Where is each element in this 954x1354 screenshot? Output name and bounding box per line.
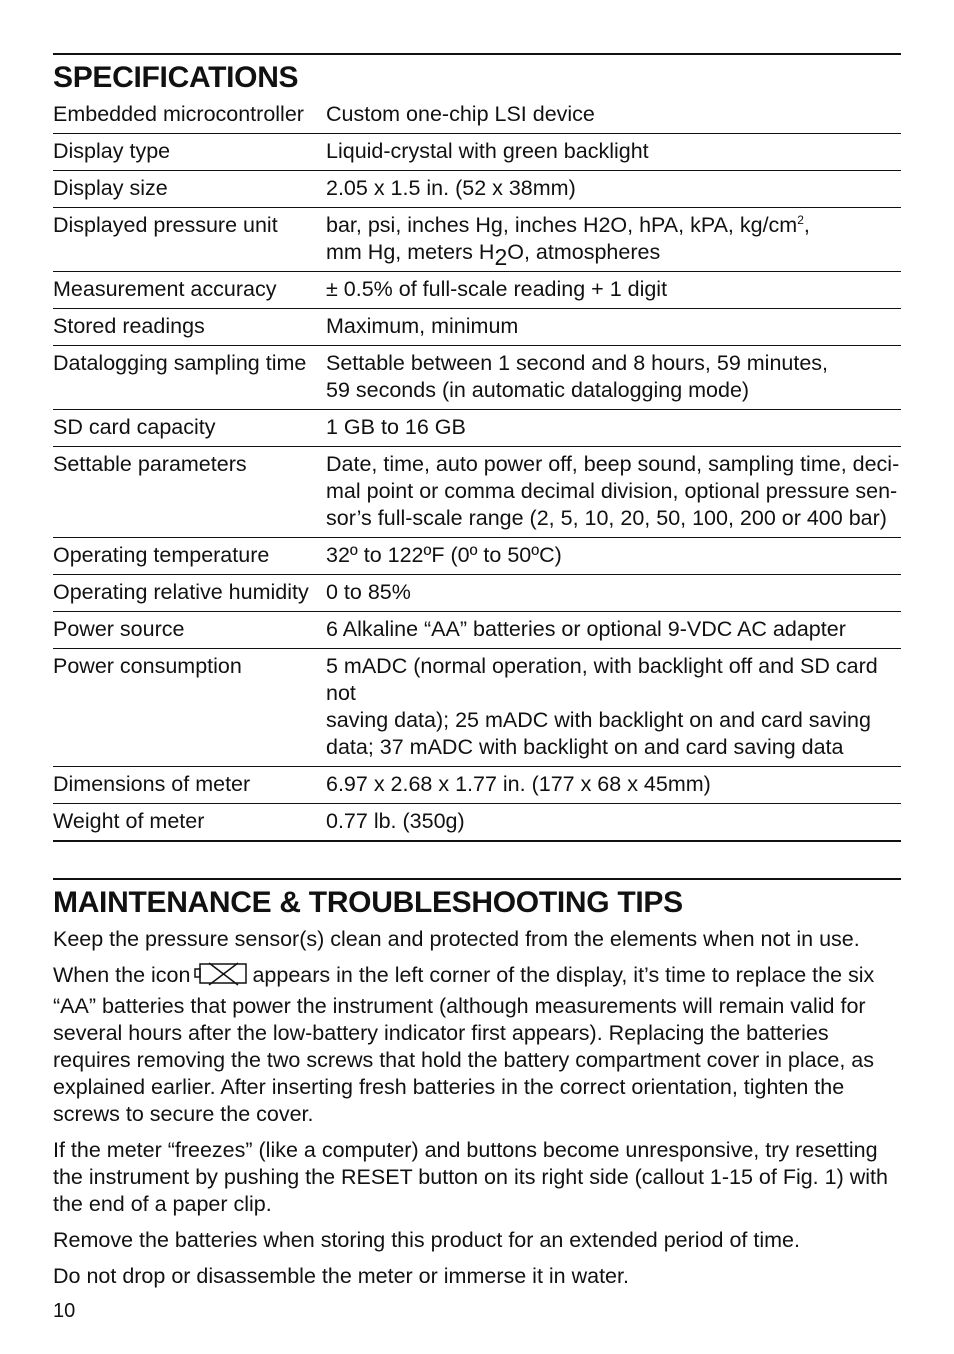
low-battery-icon	[194, 962, 248, 993]
top-rule	[53, 53, 901, 55]
page-content	[53, 53, 901, 1299]
spec-value-text: ,	[803, 213, 810, 237]
spec-label: SD card capacity	[53, 415, 216, 439]
spec-value: 6 Alkaline “AA” batteries or optional 9-VDC AC adapter	[326, 617, 846, 641]
table-row	[53, 101, 901, 134]
paragraph: Do not drop or disassemble the meter or immerse it in water.	[53, 1264, 629, 1288]
table-row	[53, 171, 901, 208]
table-row	[53, 272, 901, 309]
spec-label: Stored readings	[53, 314, 205, 338]
spec-value	[326, 649, 901, 767]
spec-value: Custom one-chip LSI device	[326, 102, 595, 126]
table-row	[53, 208, 901, 272]
spec-value-line: sor’s full-scale range (2, 5, 10, 20, 50, 100, 200 or 400 bar)	[326, 506, 887, 530]
spec-value: ± 0.5% of full-scale reading + 1 digit	[326, 277, 668, 301]
spec-value-line: Date, time, auto power off, beep sound, sampling time, deci-	[326, 452, 900, 476]
superscript: 2	[797, 213, 804, 227]
spec-value-line: mal point or comma decimal division, optional pressure sen-	[326, 479, 898, 503]
spec-value-line: 59 seconds (in automatic datalogging mode)	[326, 378, 750, 402]
table-row	[53, 538, 901, 575]
section-rule	[53, 878, 901, 880]
spec-value: 2.05 x 1.5 in. (52 x 38mm)	[326, 176, 576, 200]
spec-value: Liquid-crystal with green backlight	[326, 139, 649, 163]
spec-label: Displayed pressure unit	[53, 213, 278, 237]
subscript: 2	[494, 244, 508, 270]
table-row	[53, 804, 901, 842]
spec-value: Maximum, minimum	[326, 314, 519, 338]
spec-label: Power source	[53, 617, 185, 641]
spec-value: 6.97 x 2.68 x 1.77 in. (177 x 68 x 45mm)	[326, 772, 711, 796]
spec-label: Measurement accuracy	[53, 277, 277, 301]
spec-value-line: data; 37 mADC with backlight on and card saving data	[326, 735, 844, 759]
table-row	[53, 134, 901, 171]
specifications-table	[53, 101, 901, 842]
paragraph-text: When the icon	[53, 963, 191, 987]
spec-label: Embedded microcontroller	[53, 102, 304, 126]
table-row	[53, 649, 901, 767]
paragraph: If the meter “freezes” (like a computer) and buttons become unresponsive, try resetting the instrument by pushing the RESET button on its right side (callout 1-15 of Fig. 1) with the end of a paper clip.	[53, 1138, 888, 1216]
paragraph: Remove the batteries when storing this product for an extended period of time.	[53, 1228, 800, 1252]
spec-value-line: saving data); 25 mADC with backlight on and card saving	[326, 708, 871, 732]
spec-label: Operating temperature	[53, 543, 270, 567]
paragraph	[53, 962, 901, 1128]
spec-value	[326, 447, 901, 538]
spec-value-text: O, atmospheres	[507, 240, 661, 264]
spec-label: Display type	[53, 139, 171, 163]
maintenance-heading: MAINTENANCE & TROUBLESHOOTING TIPS	[53, 886, 683, 919]
spec-value: 32º to 122ºF (0º to 50ºC)	[326, 543, 562, 567]
paragraph-text: appears in the left corner of the display, it’s time to replace the six “AA” batteries that power the instrument (although measurements will remain valid for several hours after the low-battery indicator first appears). Replacing the batteries requires removing the two screws that hold the battery compartment cover in place, as explained earlier. After inserting fresh batteries in the correct orientation, tighten the screws to secure the cover.	[53, 963, 875, 1126]
paragraph: Keep the pressure sensor(s) clean and protected from the elements when not in use.	[53, 927, 860, 951]
spec-label: Power consumption	[53, 654, 242, 678]
spec-value-line: 5 mADC (normal operation, with backlight off and SD card not	[326, 654, 878, 705]
table-row	[53, 410, 901, 447]
spec-value-text: bar, psi, inches Hg, inches H2O, hPA, kPA, kg/cm	[326, 213, 798, 237]
spec-value: 0 to 85%	[326, 580, 411, 604]
specifications-heading: SPECIFICATIONS	[53, 61, 299, 94]
spec-value: 1 GB to 16 GB	[326, 415, 466, 439]
spec-value	[326, 346, 901, 410]
spec-value-text: mm Hg, meters H	[326, 240, 495, 264]
table-row	[53, 612, 901, 649]
table-row	[53, 767, 901, 804]
table-row	[53, 575, 901, 612]
spec-value	[326, 208, 901, 272]
spec-label: Datalogging sampling time	[53, 351, 307, 375]
spec-label: Display size	[53, 176, 168, 200]
table-row	[53, 309, 901, 346]
spec-value-line: Settable between 1 second and 8 hours, 59 minutes,	[326, 351, 829, 375]
spec-label: Settable parameters	[53, 452, 247, 476]
table-row	[53, 447, 901, 538]
page-number: 10	[53, 1300, 76, 1322]
maintenance-section	[53, 878, 901, 1290]
spec-label: Dimensions of meter	[53, 772, 251, 796]
spec-label: Operating relative humidity	[53, 580, 309, 604]
spec-value: 0.77 lb. (350g)	[326, 809, 465, 833]
table-row	[53, 346, 901, 410]
spec-label: Weight of meter	[53, 809, 205, 833]
